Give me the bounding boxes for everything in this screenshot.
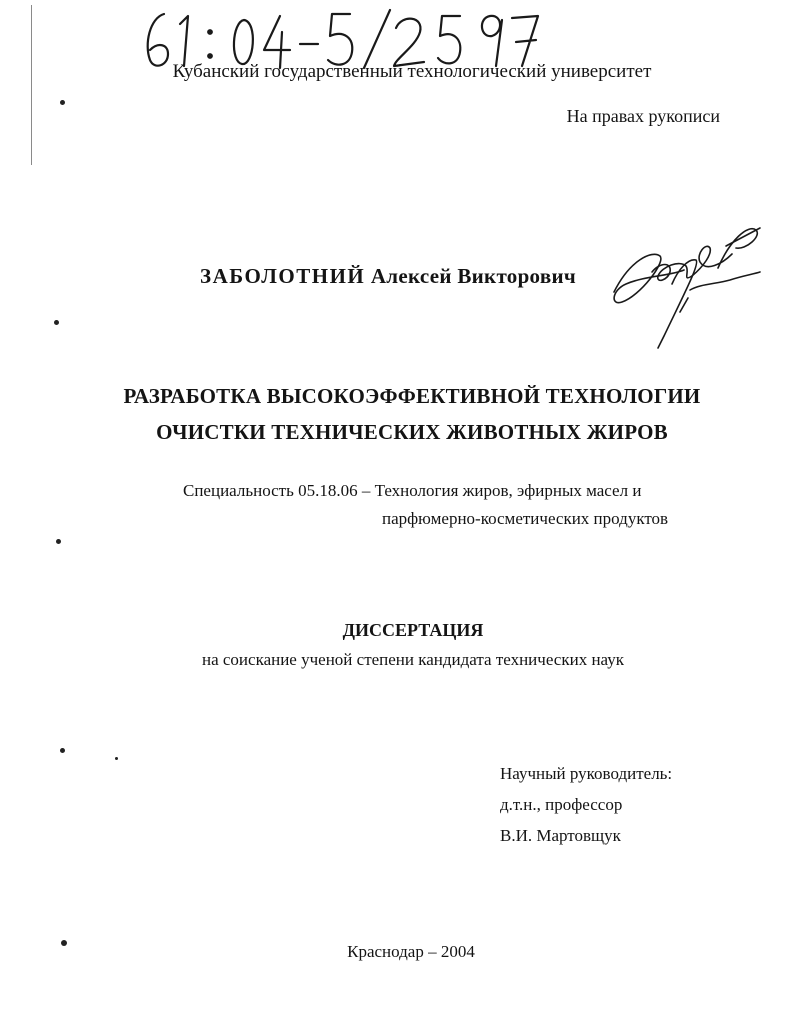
manuscript-rights-note: На правах рукописи bbox=[566, 106, 720, 126]
supervisor-name: В.И. Мартовщук bbox=[500, 826, 621, 845]
binding-dot bbox=[56, 539, 61, 544]
author-given-names: Алексей Викторович bbox=[370, 264, 577, 288]
dissertation-subheading: на соискание ученой степени кандидата технических наук bbox=[201, 650, 624, 669]
scan-margin-line bbox=[31, 5, 32, 165]
university-name: Кубанский государственный технологический университет bbox=[172, 61, 652, 82]
author-surname: ЗАБОЛОТНИЙ bbox=[200, 264, 366, 288]
scan-speck bbox=[115, 757, 118, 760]
author-name bbox=[200, 264, 576, 289]
binding-dot bbox=[60, 748, 65, 753]
binding-dot bbox=[60, 100, 65, 105]
supervisor-label: Научный руководитель: bbox=[500, 764, 673, 783]
specialty-line-2: парфюмерно-косметических продуктов bbox=[382, 509, 669, 528]
city-year: Краснодар – 2004 bbox=[347, 942, 475, 961]
supervisor-degree: д.т.н., профессор bbox=[500, 795, 623, 814]
dissertation-heading: ДИССЕРТАЦИЯ bbox=[342, 620, 484, 640]
dissertation-title-line-2: ОЧИСТКИ ТЕХНИЧЕСКИХ ЖИВОТНЫХ ЖИРОВ bbox=[156, 420, 668, 444]
dissertation-title-line-1: РАЗРАБОТКА ВЫСОКОЭФФЕКТИВНОЙ ТЕХНОЛОГИИ bbox=[123, 384, 701, 408]
specialty-line-1: Специальность 05.18.06 – Технология жиров, эфирных масел и bbox=[183, 481, 642, 500]
author-signature bbox=[600, 210, 770, 360]
binding-dot bbox=[54, 320, 59, 325]
